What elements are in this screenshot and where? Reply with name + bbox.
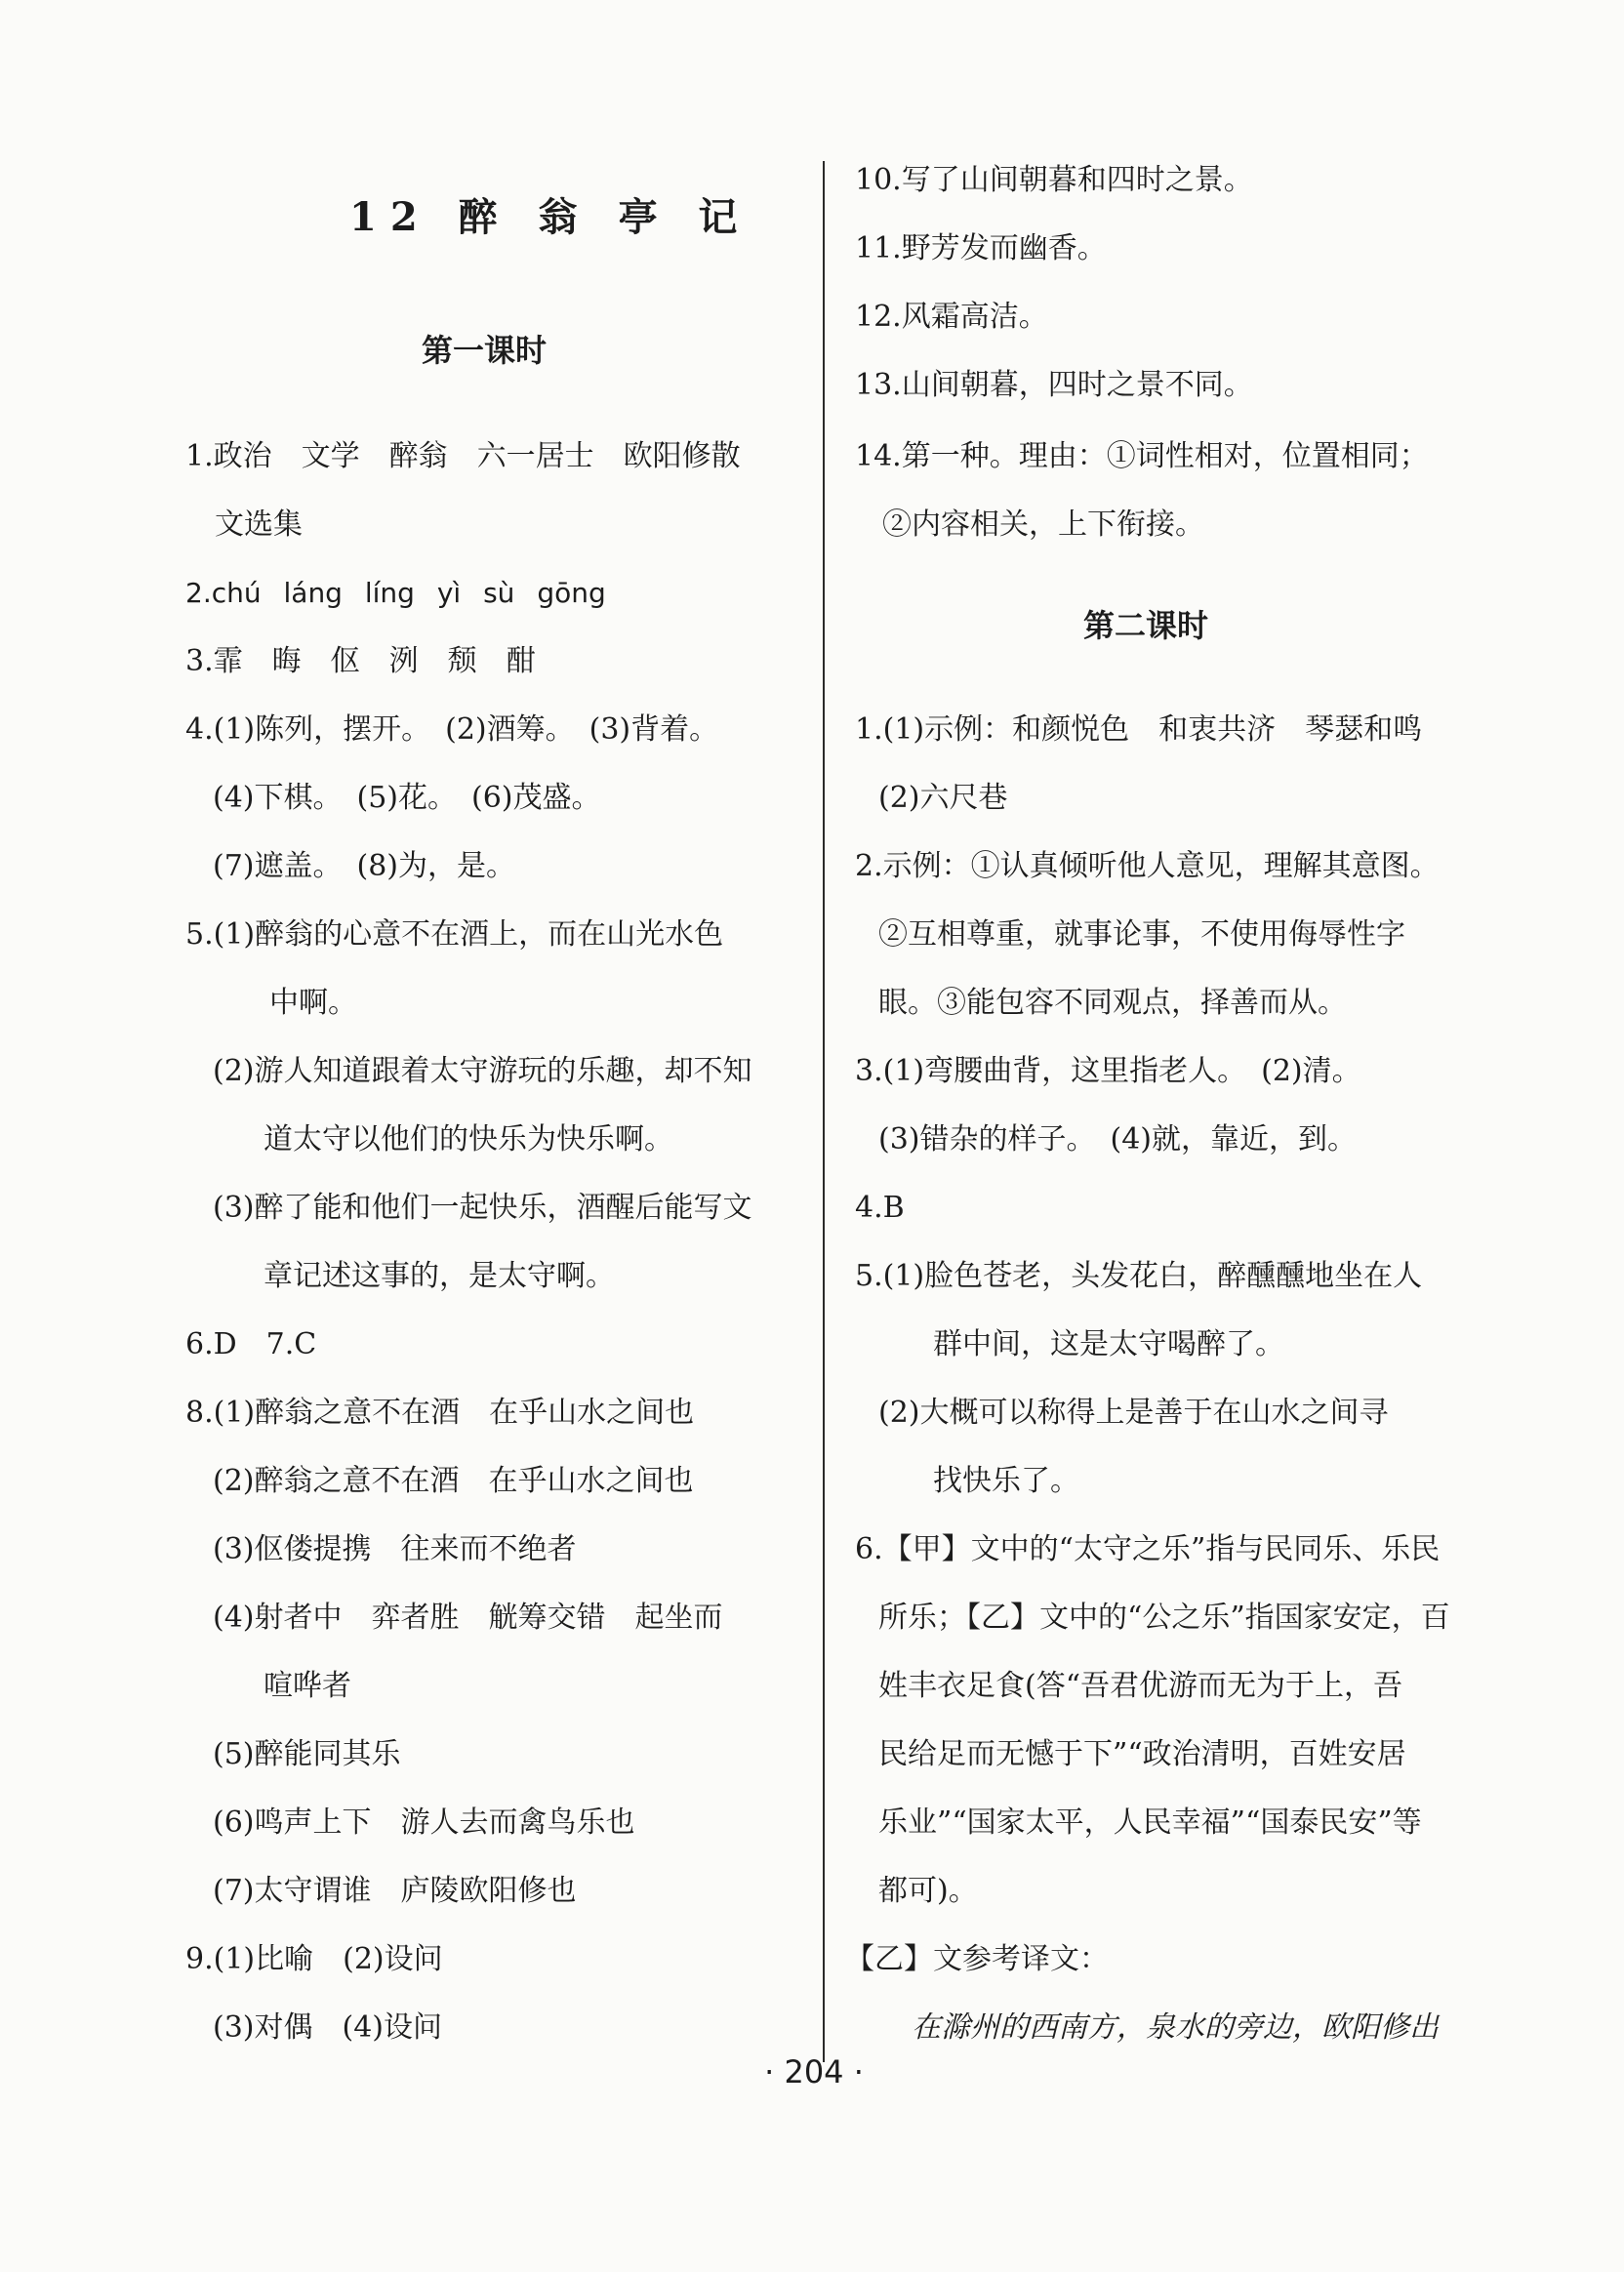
left-section-heading: 第一课时 bbox=[422, 332, 548, 369]
right-line: (3)错杂的样子。 (4)就，靠近，到。 bbox=[878, 1122, 1357, 1156]
left-line: (3)伛偻提携 往来而不绝者 bbox=[213, 1532, 577, 1566]
right-line-translation: 在滁州的西南方，泉水的旁边，欧阳修出 bbox=[912, 2010, 1439, 2045]
column-divider bbox=[823, 161, 825, 2062]
left-line: 5.(1)醉翁的心意不在酒上，而在山光水色 bbox=[185, 917, 724, 952]
right-line: 所乐；【乙】文中的“公之乐”指国家安定，百 bbox=[878, 1601, 1450, 1635]
right-line: 2.示例：①认真倾听他人意见，理解其意图。 bbox=[855, 849, 1440, 883]
right-line: (2)六尺巷 bbox=[878, 781, 1008, 815]
right-line: 13.山间朝暮，四时之景不同。 bbox=[855, 368, 1253, 402]
left-line: 4.(1)陈列，摆开。 (2)酒筹。 (3)背着。 bbox=[185, 712, 719, 747]
left-line: 喧哗者 bbox=[264, 1669, 351, 1703]
right-line: 姓丰衣足食(答“吾君优游而无为于上，吾 bbox=[878, 1669, 1403, 1703]
left-line: (2)醉翁之意不在酒 在乎山水之间也 bbox=[213, 1464, 694, 1498]
left-line: (2)游人知道跟着太守游玩的乐趣，却不知 bbox=[213, 1054, 752, 1088]
right-line: 3.(1)弯腰曲背，这里指老人。 (2)清。 bbox=[855, 1054, 1361, 1088]
left-line: (5)醉能同其乐 bbox=[213, 1737, 401, 1771]
left-line: 8.(1)醉翁之意不在酒 在乎山水之间也 bbox=[185, 1396, 695, 1430]
left-line: 道太守以他们的快乐为快乐啊。 bbox=[264, 1122, 673, 1156]
right-line: ②内容相关，上下衔接。 bbox=[882, 507, 1204, 542]
right-line: 12.风霜高洁。 bbox=[855, 300, 1048, 334]
left-line-pinyin: 2.chú láng líng yì sù gōng bbox=[185, 577, 606, 609]
right-line: 都可)。 bbox=[878, 1874, 978, 1908]
left-line: (4)射者中 弈者胜 觥筹交错 起坐而 bbox=[213, 1601, 723, 1635]
left-line: (4)下棋。 (5)花。 (6)茂盛。 bbox=[213, 781, 601, 815]
right-line: 眼。③能包容不同观点，择善而从。 bbox=[878, 986, 1347, 1020]
right-line: 14.第一种。理由：①词性相对，位置相同； bbox=[855, 439, 1429, 473]
right-line: 1.(1)示例：和颜悦色 和衷共济 琴瑟和鸣 bbox=[855, 712, 1423, 747]
right-line: 4.B bbox=[855, 1191, 905, 1225]
left-line: (7)遮盖。 (8)为，是。 bbox=[213, 849, 515, 883]
right-line: 11.野芳发而幽香。 bbox=[855, 231, 1107, 265]
right-line: (2)大概可以称得上是善于在山水之间寻 bbox=[878, 1396, 1389, 1430]
right-line: 民给足而无憾于下”“政治清明，百姓安居 bbox=[878, 1737, 1406, 1771]
left-line: (6)鸣声上下 游人去而禽鸟乐也 bbox=[213, 1805, 635, 1840]
left-line: (7)太守谓谁 庐陵欧阳修也 bbox=[213, 1874, 577, 1908]
right-line: 乐业”“国家太平，人民幸福”“国泰民安”等 bbox=[878, 1805, 1422, 1840]
right-line: 10.写了山间朝暮和四时之景。 bbox=[855, 163, 1253, 197]
right-line: 5.(1)脸色苍老，头发花白，醉醺醺地坐在人 bbox=[855, 1259, 1423, 1293]
right-section-heading: 第二课时 bbox=[1083, 607, 1209, 644]
left-line: (3)对偶 (4)设问 bbox=[213, 2010, 442, 2045]
right-line: 群中间，这是太守喝醉了。 bbox=[933, 1327, 1284, 1361]
right-line: ②互相尊重，就事论事，不使用侮辱性字 bbox=[878, 917, 1405, 952]
right-line: 【乙】文参考译文： bbox=[845, 1942, 1109, 1976]
left-line: (3)醉了能和他们一起快乐，酒醒后能写文 bbox=[213, 1191, 752, 1225]
left-line: 文选集 bbox=[215, 507, 303, 542]
page-number: · 204 · bbox=[764, 2053, 864, 2090]
left-line: 6.D 7.C bbox=[185, 1327, 317, 1361]
left-line: 中啊。 bbox=[269, 986, 357, 1020]
left-line: 章记述这事的，是太守啊。 bbox=[264, 1259, 615, 1293]
left-line: 1.政治 文学 醉翁 六一居士 欧阳修散 bbox=[185, 439, 741, 473]
left-line: 3.霏 晦 伛 洌 颓 酣 bbox=[185, 644, 536, 678]
right-line: 6.【甲】文中的“太守之乐”指与民同乐、乐民 bbox=[855, 1532, 1441, 1566]
left-line: 9.(1)比喻 (2)设问 bbox=[185, 1942, 443, 1976]
lesson-title: 12 醉 翁 亭 记 bbox=[349, 194, 751, 240]
right-line: 找快乐了。 bbox=[933, 1464, 1079, 1498]
